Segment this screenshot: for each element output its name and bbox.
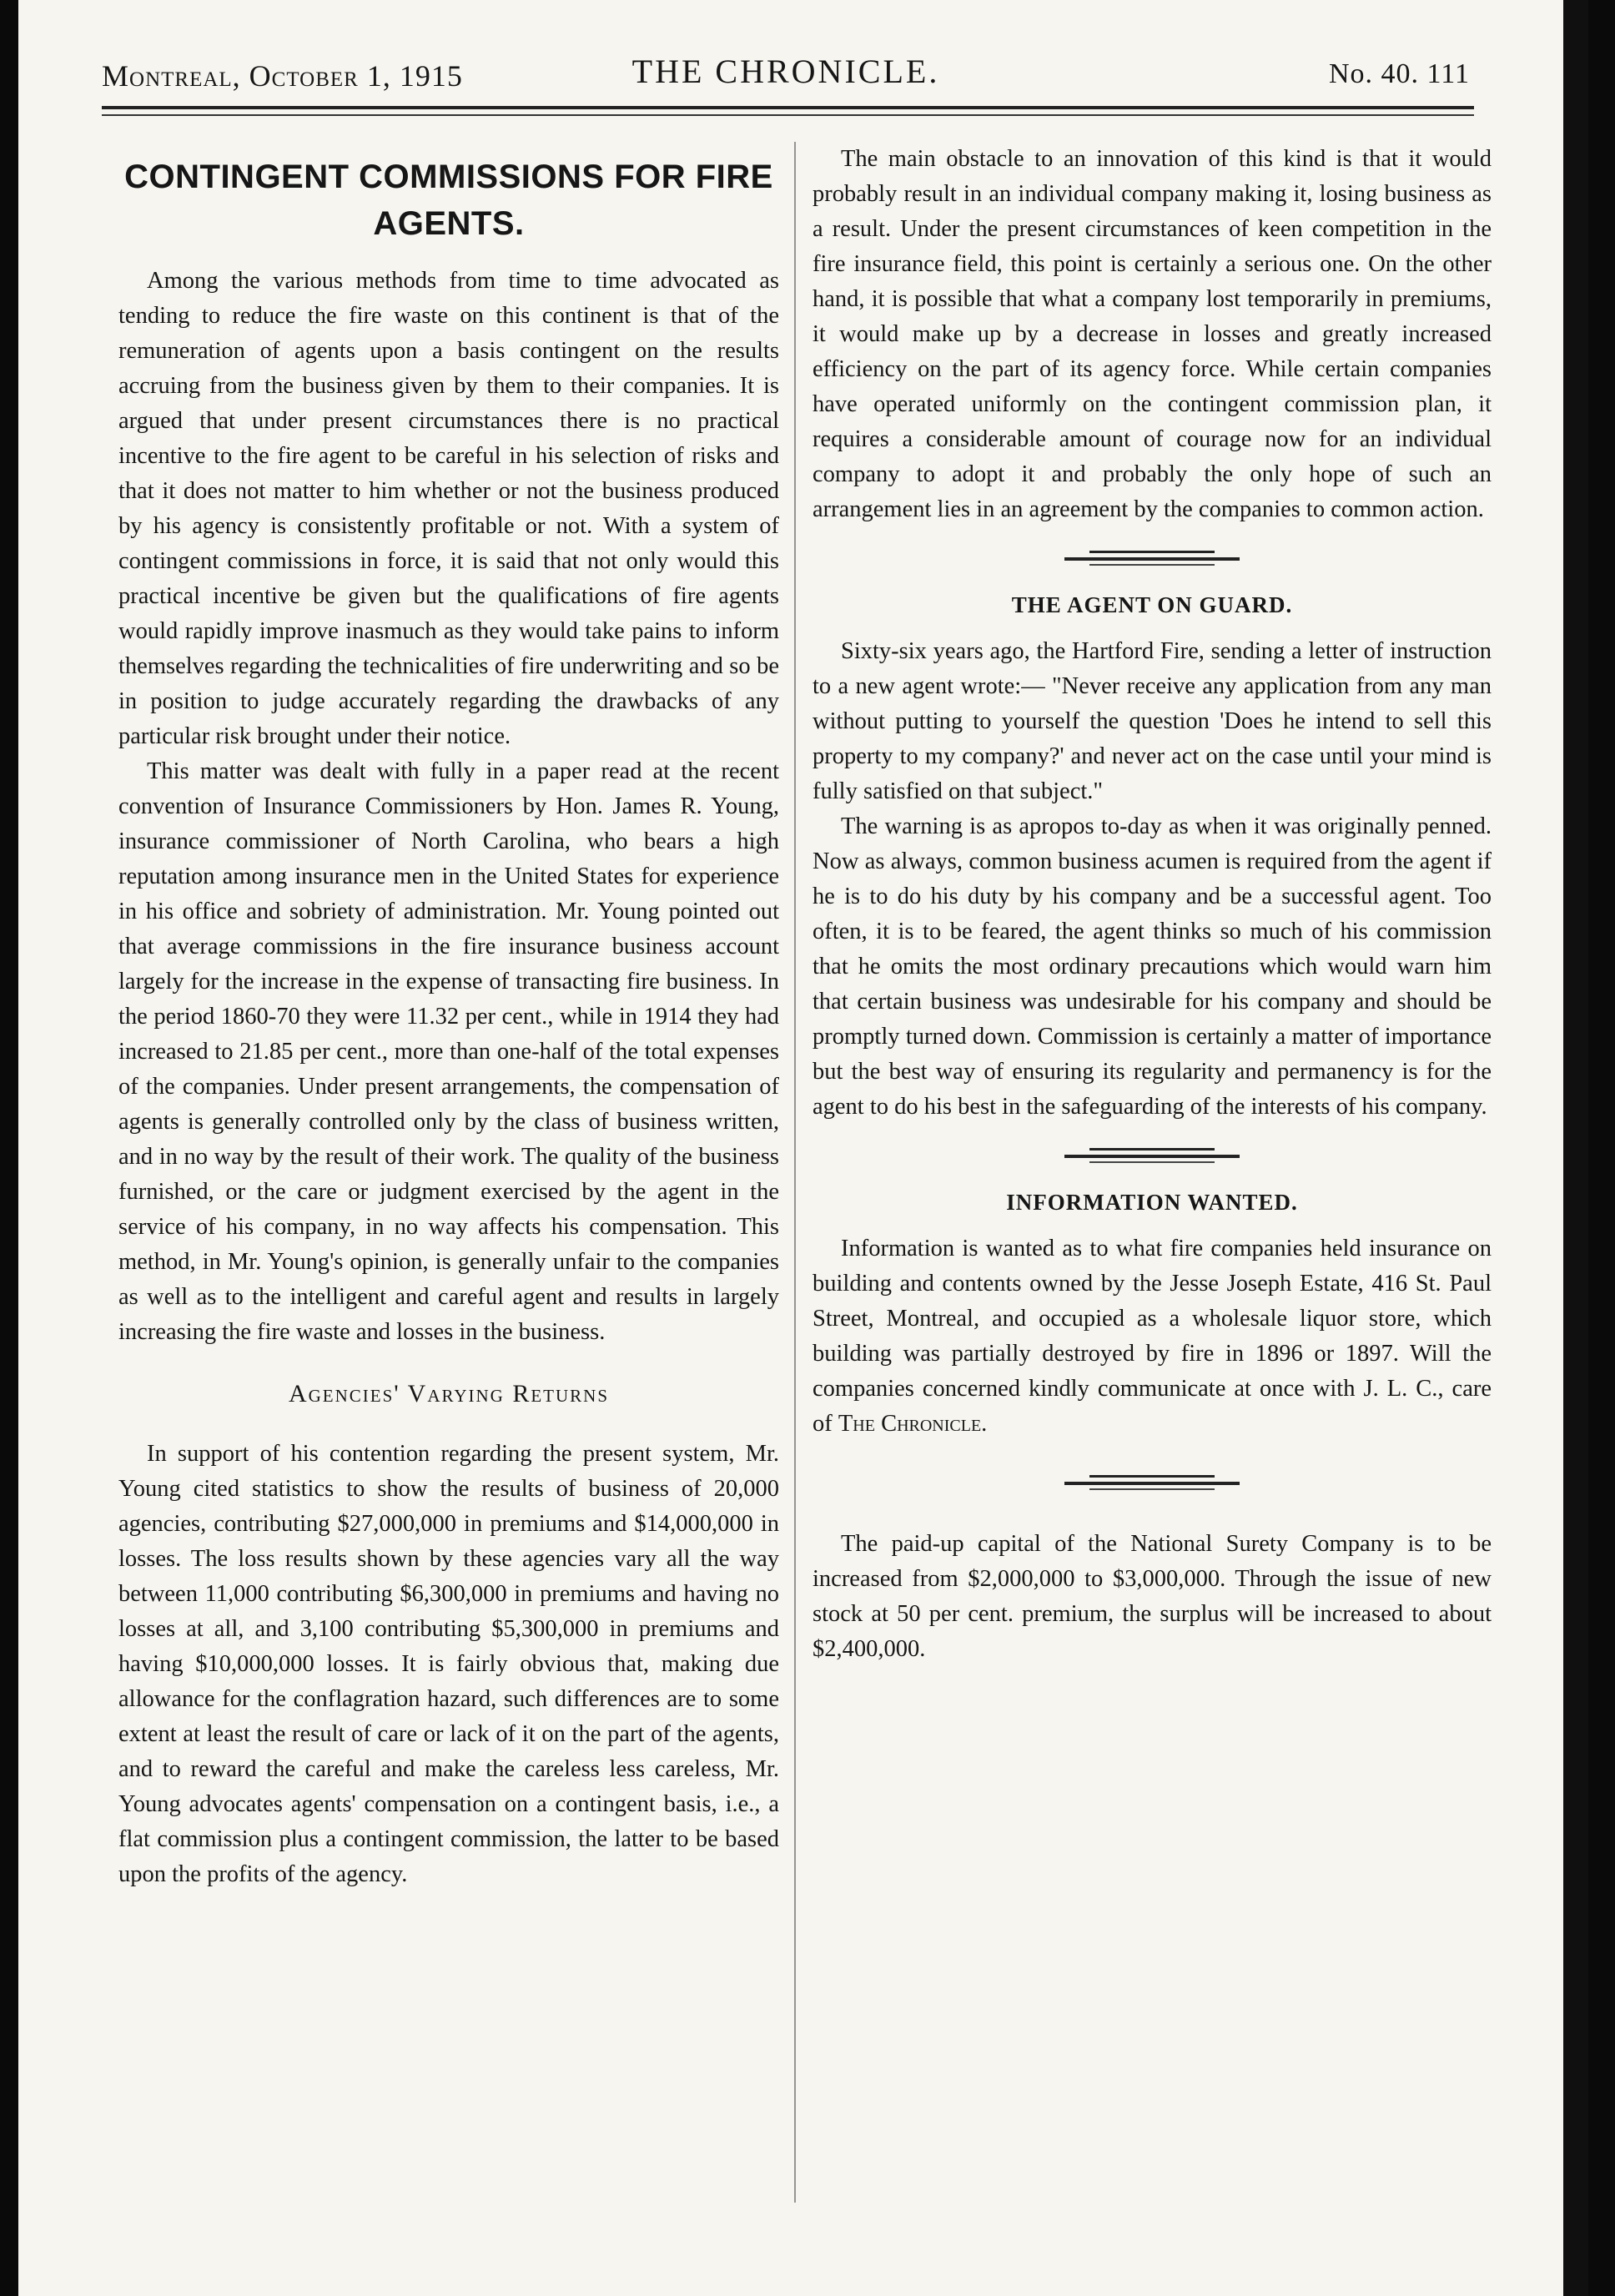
- header-rule: [102, 106, 1474, 109]
- article-paragraph-surety-capital: The paid-up capital of the National Surety Company is to be increased from $2,000,000 to $3,000,000. Through the issue of new stock at 50 per cent. premium, the surplus will be increased to about $2,400,000.: [813, 1531, 1492, 1662]
- left-column: [118, 142, 779, 1892]
- header-rule-thin: [102, 114, 1474, 116]
- article-title-information-wanted: INFORMATION WANTED.: [1006, 1190, 1298, 1215]
- column-divider: [794, 142, 796, 2203]
- section-divider: [1064, 1473, 1240, 1493]
- info-wanted-publication: The Chronicle.: [838, 1411, 988, 1437]
- article-title-contingent-commissions: CONTINGENT COMMISSIONS FOR FIRE AGENTS.: [124, 159, 773, 242]
- article-paragraph: The warning is as apropos to-day as when it was originally penned. Now as always, common business acumen is required from the agent if he is to do his duty by his company and be a successful agent. Too often, it is to be feared, the agent thinks so much of his commission that he omits the most ordinary precautions which would warn him that certain business was undesirable for his company and should be promptly turned down. Commission is certainly a matter of importance but the best way of ensuring its regularity and permanency is for the agent to do his best in the safeguarding of the interests of his company.: [813, 813, 1492, 1120]
- newspaper-page: [18, 0, 1588, 2296]
- page-header: [102, 52, 1470, 102]
- section-divider: [1064, 1146, 1240, 1166]
- article-paragraph: This matter was dealt with fully in a paper read at the recent convention of Insurance Commissioners by Hon. James R. Young, insurance commissioner of North Carolina, who bears a high reputation among insurance men in the United States for experience in his office and sobriety of administration. Mr. Young pointed out that average commissions in the fire insurance business account largely for the increase in the expense of transacting fire business. In the period 1860-70 they were 11.32 per cent., while in 1914 they had increased to 21.85 per cent., more than one-half of the total expenses of the companies. Under present arrangements, the compensation of agents is generally controlled only by the class of business written, and in no way by the result of their work. The quality of the business furnished, or the care or judgment exercised by the agent in the service of his company, in no way affects his compensation. This method, in Mr. Young's opinion, is generally unfair to the companies as well as to the intelligent and careful agent and results in largely increasing the fire waste and losses in the business.: [118, 758, 779, 1345]
- header-issue-page: No. 40. 111: [1328, 58, 1470, 89]
- article-title-agent-on-guard: THE AGENT ON GUARD.: [1011, 592, 1293, 617]
- section-divider: [1064, 549, 1240, 569]
- scan-edge: [1563, 0, 1588, 2296]
- article-paragraph: Among the various methods from time to time advocated as tending to reduce the fire waste on this continent is that of the remuneration of agents upon a basis contingent on the results accruing from the business given by them to their companies. It is argued that under present circumstances there is no practical incentive to the fire agent to be careful in his selection of risks and that it does not matter to him whether or not the business produced by his agency is consistently profitable or not. With a system of contingent commissions in force, it is said that not only would this practical incentive be given but the qualifications of fire agents would rapidly improve inasmuch as they would take pains to inform themselves regarding the technicalities of fire underwriting and so be in position to judge accurately regarding the drawbacks of any particular risk brought under their notice.: [118, 268, 779, 749]
- subheading-agencies-returns: Agencies' Varying Returns: [288, 1380, 610, 1407]
- info-wanted-text: Information is wanted as to what fire companies held insurance on building and contents owned by the Jesse Joseph Estate, 416 St. Paul Street, Montreal, and occupied as a wholesale liquor store, which building was partially destroyed by fire in 1896 or 1897. Will the companies concerned kindly communicate at once with J. L. C., care of: [813, 1236, 1492, 1437]
- article-paragraph: In support of his contention regarding the present system, Mr. Young cited statistics to show the results of business of 20,000 agencies, contributing $27,000,000 in premiums and $14,000,000 in losses. The loss results shown by these agencies vary all the way between 11,000 contributing $6,300,000 in premiums and having no losses at all, and 3,100 contributing $5,300,000 in premiums and having $10,000,000 losses. It is fairly obvious that, making due allowance for the conflagration hazard, such differences are to some extent at least the result of care or lack of it on the part of the agents, and to reward the careful and make the careless less careless, Mr. Young advocates agents' compensation on a contingent basis, i.e., a flat commission plus a contingent commission, the latter to be based upon the profits of the agency.: [118, 1441, 779, 1887]
- header-publication-name: THE CHRONICLE.: [631, 53, 940, 90]
- article-paragraph: [813, 1231, 1492, 1442]
- article-paragraph: The main obstacle to an innovation of this kind is that it would probably result in an individual company making it, losing business as a result. Under the present circumstances of keen competition in the fire insurance field, this point is certainly a serious one. On the other hand, it is possible that what a company lost temporarily in premiums, it would make up by a decrease in losses and greatly increased efficiency on the part of its agency force. While certain companies have operated uniformly on the contingent commission plan, it requires a considerable amount of courage now for an individual company to adopt it and probably the only hope of such an arrangement lies in an agreement by the companies to common action.: [813, 146, 1492, 522]
- article-paragraph: Sixty-six years ago, the Hartford Fire, sending a letter of instruction to a new agent wrote:— "Never receive any application from any man without putting to yourself the question 'Does he intend to sell this property to my company?' and never act on the case until your mind is fully satisfied on that subject.": [813, 638, 1492, 804]
- header-location-date: Montreal, October 1, 1915: [102, 59, 463, 93]
- right-column: [813, 142, 1492, 1667]
